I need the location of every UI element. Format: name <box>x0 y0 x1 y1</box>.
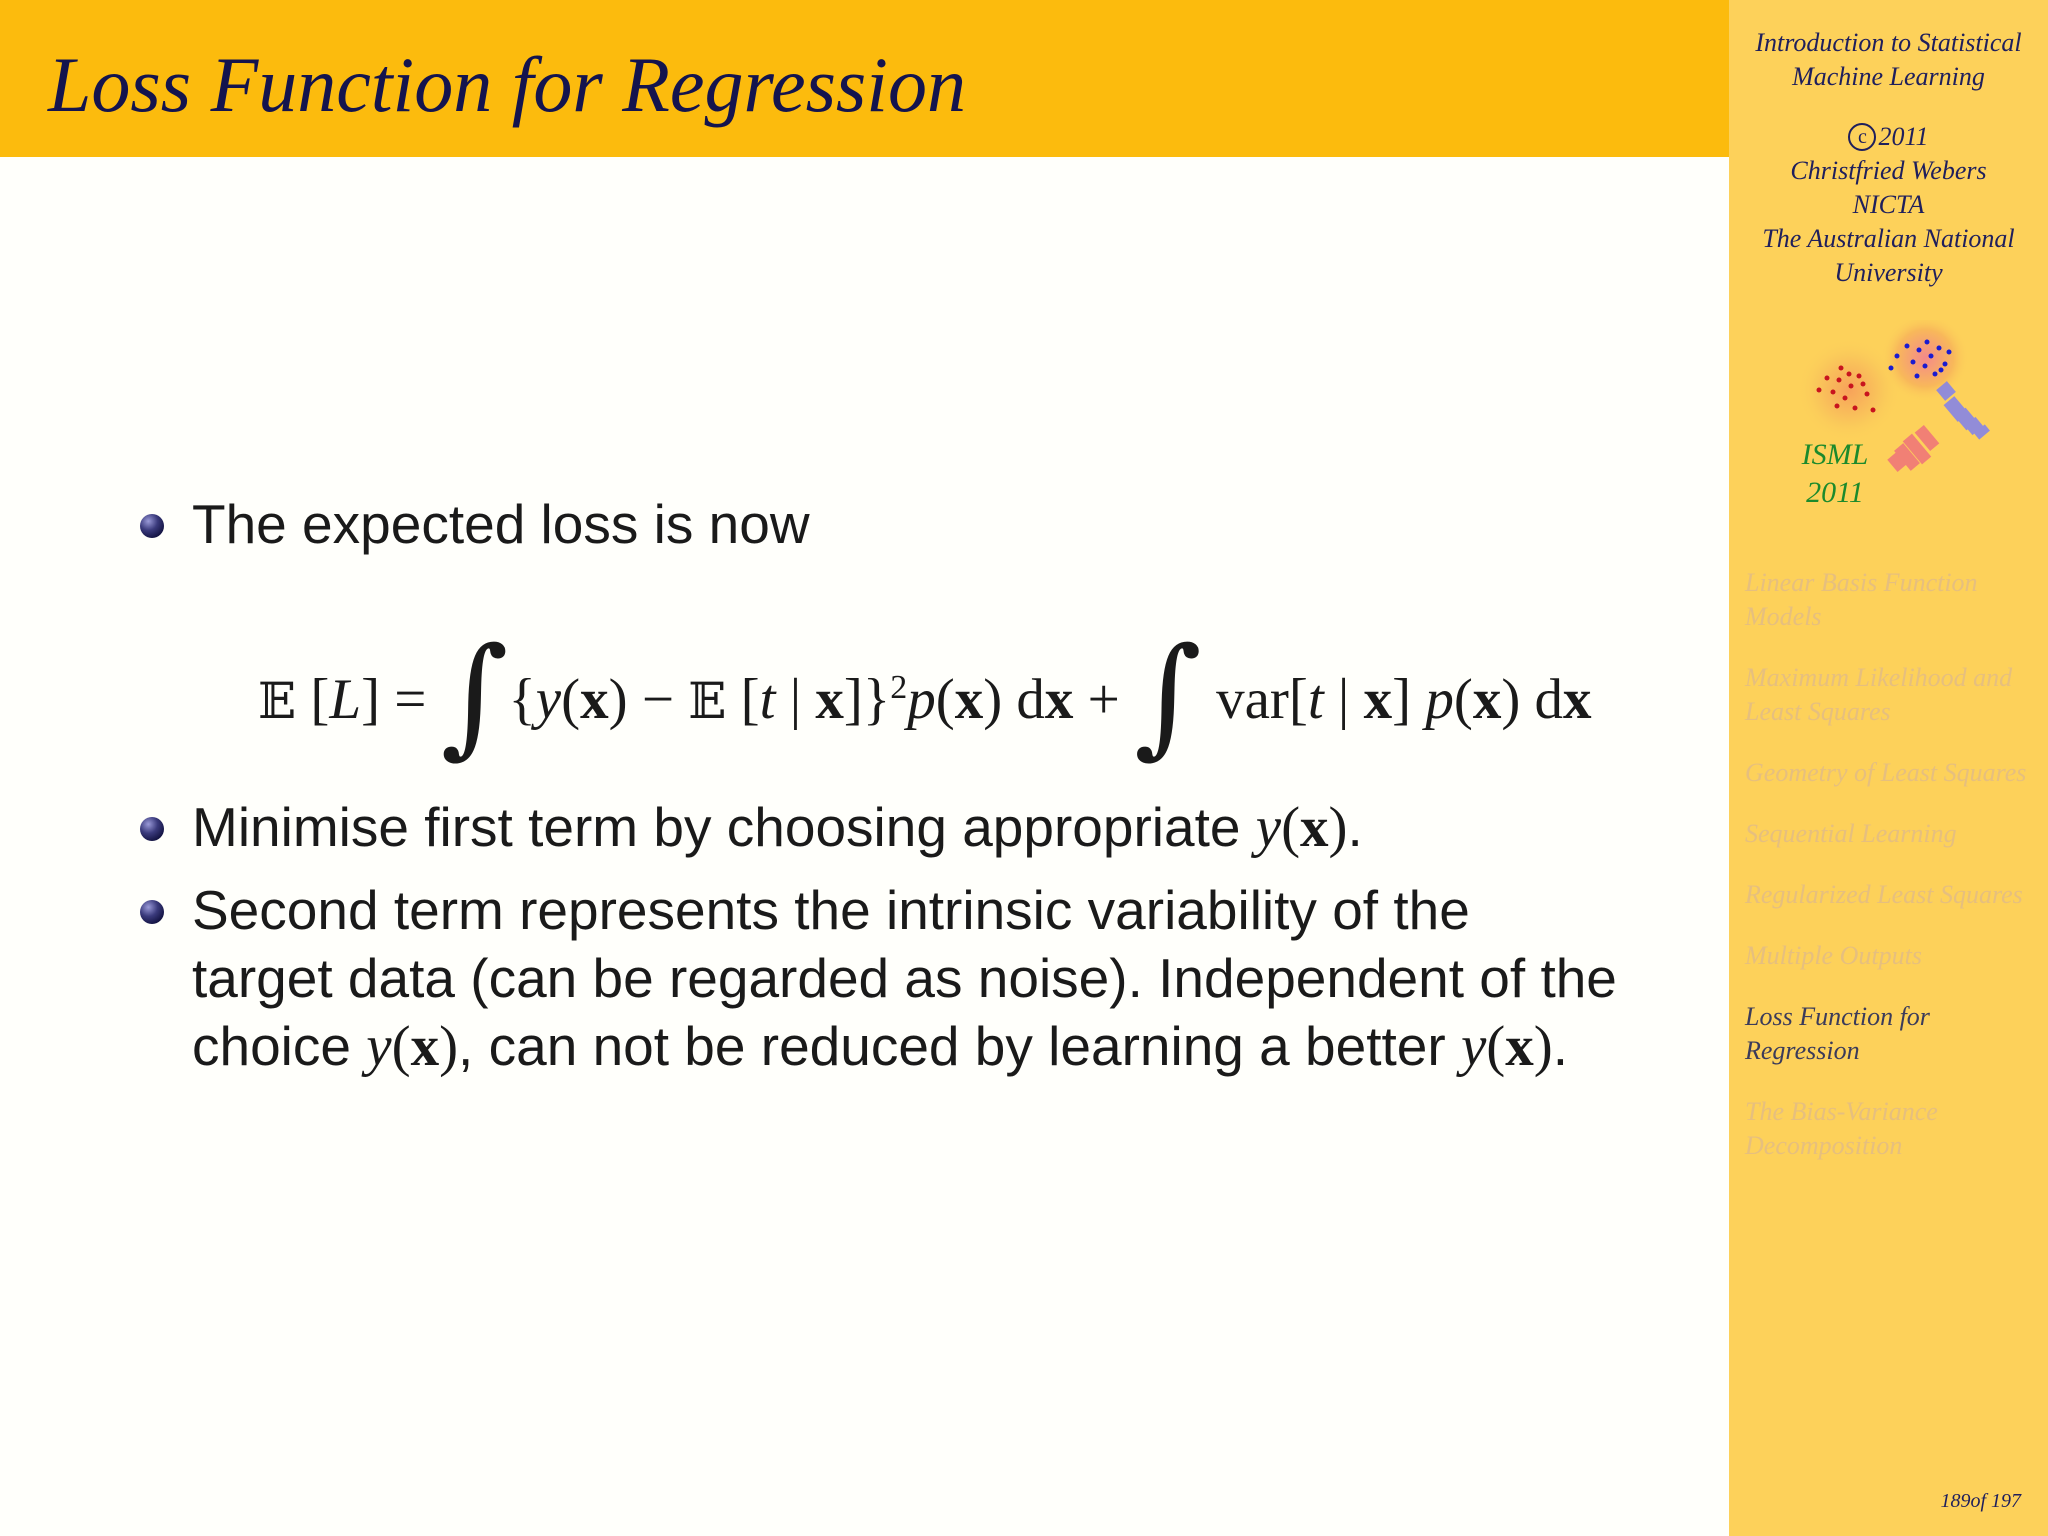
nav-item-linear-basis-function-models[interactable]: Linear Basis Function Models <box>1745 568 1978 631</box>
author-name: Christfried Webers <box>1790 156 1987 185</box>
bullet-text-2: Minimise first term by choosing appropriate y(x). <box>192 796 1363 859</box>
logo-text-line-2: 2011 <box>1806 476 1864 509</box>
nav-item-geometry-of-least-squares[interactable]: Geometry of Least Squares <box>1745 758 2027 787</box>
copyright-line <box>1729 120 2048 154</box>
nav-item-the-bias-variance-decomposition[interactable]: The Bias-Variance Decomposition <box>1745 1097 1938 1160</box>
expected-loss-equation: 𝔼 [L] = ∫{y(x) − 𝔼 [t | x]}$^2$p(x) dx + ∫ var[t | x] p(x) dx <box>258 619 1592 771</box>
course-title-line-1: Introduction to Statistical <box>1755 28 2022 57</box>
copyright-year: 2011 <box>1878 122 1929 151</box>
page-number: 189of 197 <box>1940 1490 2021 1512</box>
bullet-icon <box>140 900 164 924</box>
nav-item-regularized-least-squares[interactable]: Regularized Least Squares <box>1745 880 2023 909</box>
org-nicta: NICTA <box>1852 190 1925 219</box>
course-title <box>1729 26 2048 94</box>
isml-logo-text <box>1795 436 1875 512</box>
nav-item-maximum-likelihood-and-least-squares[interactable]: Maximum Likelihood and Least Squares <box>1745 663 2013 726</box>
nav-item-sequential-learning[interactable]: Sequential Learning <box>1745 819 1957 848</box>
course-title-line-2: Machine Learning <box>1792 62 1985 91</box>
section-nav <box>1745 566 2045 1190</box>
bullet-text-3: Second term represents the intrinsic variability of the target data (can be regarded as noise). Independent of the choice y(x), can not be reduced by learning a better y(x). <box>192 879 1617 1078</box>
org-anu-line-2: University <box>1834 258 1943 287</box>
title-bar <box>0 0 1729 157</box>
nav-item-loss-function-for-regression[interactable]: Loss Function for Regression <box>1745 1002 1930 1065</box>
bullet-icon <box>140 817 164 841</box>
slide-title: Loss Function for Regression <box>48 41 966 128</box>
author-block <box>1729 120 2048 290</box>
bullet-text-1: The expected loss is now <box>192 493 810 555</box>
logo-text-line-1: ISML <box>1801 438 1869 471</box>
org-anu-line-1: The Australian National <box>1762 224 2015 253</box>
bullet-icon <box>140 514 164 538</box>
copyright-icon: c <box>1848 123 1876 151</box>
nav-item-multiple-outputs[interactable]: Multiple Outputs <box>1745 941 1922 970</box>
sidebar <box>1729 0 2048 1536</box>
